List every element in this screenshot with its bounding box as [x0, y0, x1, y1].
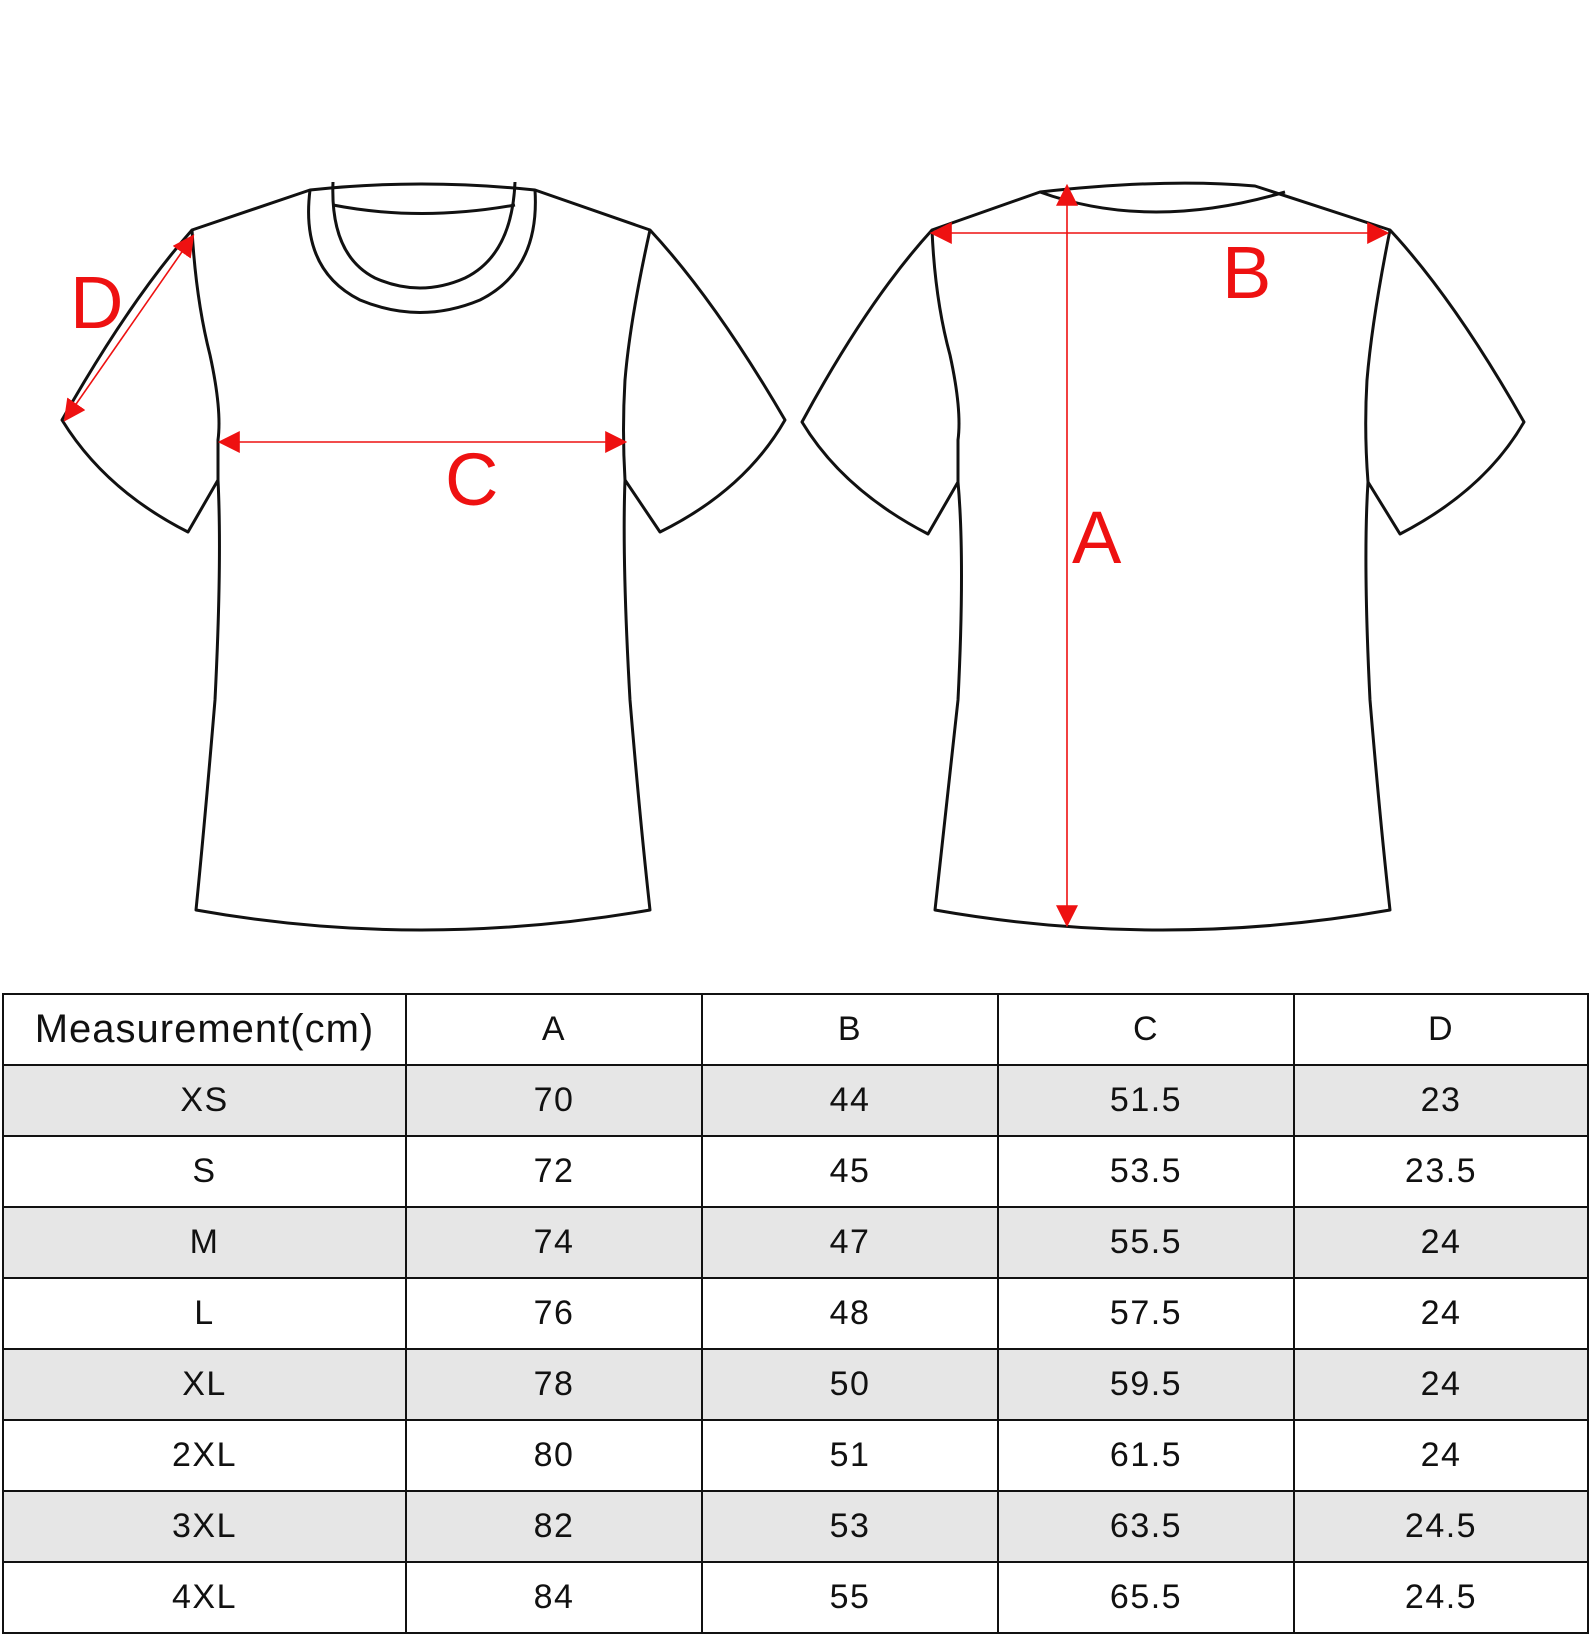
header-c: C	[998, 994, 1294, 1065]
label-c: C	[445, 438, 499, 521]
value-cell: 65.5	[998, 1562, 1294, 1633]
back-tshirt-outline	[802, 183, 1524, 930]
value-cell: 70	[406, 1065, 702, 1136]
value-cell: 55.5	[998, 1207, 1294, 1278]
front-tshirt	[62, 182, 785, 930]
table-row	[3, 1278, 1588, 1349]
table-row	[3, 1420, 1588, 1491]
value-cell: 84	[406, 1562, 702, 1633]
front-tshirt-outline	[62, 184, 785, 930]
value-cell: 78	[406, 1349, 702, 1420]
header-a: A	[406, 994, 702, 1065]
size-cell: M	[3, 1207, 406, 1278]
size-cell: L	[3, 1278, 406, 1349]
value-cell: 72	[406, 1136, 702, 1207]
header-b: B	[702, 994, 998, 1065]
label-b: B	[1222, 231, 1272, 314]
size-cell: S	[3, 1136, 406, 1207]
header-measurement: Measurement(cm)	[3, 994, 406, 1065]
value-cell: 44	[702, 1065, 998, 1136]
table-row	[3, 1349, 1588, 1420]
table-row	[3, 1207, 1588, 1278]
value-cell: 80	[406, 1420, 702, 1491]
value-cell: 55	[702, 1562, 998, 1633]
value-cell: 24.5	[1294, 1491, 1588, 1562]
value-cell: 57.5	[998, 1278, 1294, 1349]
table-row	[3, 1136, 1588, 1207]
table-row	[3, 1065, 1588, 1136]
size-chart-table	[2, 993, 1589, 1634]
value-cell: 45	[702, 1136, 998, 1207]
size-cell: XS	[3, 1065, 406, 1136]
value-cell: 48	[702, 1278, 998, 1349]
size-cell: 4XL	[3, 1562, 406, 1633]
value-cell: 51	[702, 1420, 998, 1491]
value-cell: 51.5	[998, 1065, 1294, 1136]
value-cell: 63.5	[998, 1491, 1294, 1562]
label-a: A	[1072, 496, 1122, 579]
value-cell: 24	[1294, 1207, 1588, 1278]
value-cell: 24.5	[1294, 1562, 1588, 1633]
value-cell: 53	[702, 1491, 998, 1562]
value-cell: 47	[702, 1207, 998, 1278]
size-cell: XL	[3, 1349, 406, 1420]
size-cell: 2XL	[3, 1420, 406, 1491]
value-cell: 50	[702, 1349, 998, 1420]
table-header-row	[3, 994, 1588, 1065]
back-tshirt	[802, 183, 1524, 930]
value-cell: 76	[406, 1278, 702, 1349]
table-row	[3, 1562, 1588, 1633]
value-cell: 24	[1294, 1420, 1588, 1491]
table-row	[3, 1491, 1588, 1562]
label-d: D	[70, 261, 124, 344]
value-cell: 53.5	[998, 1136, 1294, 1207]
value-cell: 74	[406, 1207, 702, 1278]
value-cell: 23.5	[1294, 1136, 1588, 1207]
size-cell: 3XL	[3, 1491, 406, 1562]
value-cell: 61.5	[998, 1420, 1294, 1491]
value-cell: 23	[1294, 1065, 1588, 1136]
header-d: D	[1294, 994, 1588, 1065]
value-cell: 82	[406, 1491, 702, 1562]
value-cell: 24	[1294, 1349, 1588, 1420]
value-cell: 59.5	[998, 1349, 1294, 1420]
value-cell: 24	[1294, 1278, 1588, 1349]
